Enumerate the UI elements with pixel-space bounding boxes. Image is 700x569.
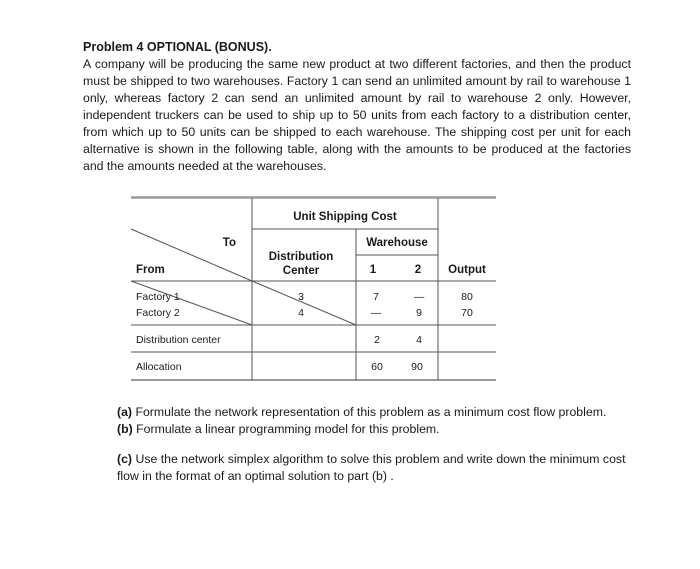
to-label: To (222, 237, 236, 249)
problem-statement: A company will be producing the same new product at two different factories, and then the product must be shipped to two warehouses. Factory 1 can send an unlimited amount by rail to warehouse 1 only, whereas factory 2 can send an unlimited amount by rail to warehouse 2 only. However, independent truckers can be used to ship up to 50 units from each factory to a distribution center, from which up to 50 units can be shipped to each warehouse. The shipping cost per unit for each alternative is shown in the following table, along with the amounts to be produced at the factories and the amounts needed at the warehouses. (83, 57, 631, 173)
from-label: From (136, 264, 165, 276)
factory-1-label: Factory 1 (136, 291, 180, 303)
output-header: Output (448, 264, 486, 276)
factory-2-dist-cost: 4 (298, 307, 304, 319)
distribution-center-w1-cost: 2 (374, 334, 380, 346)
distribution-center-header-1: Distribution (268, 251, 334, 263)
allocation-w1: 60 (371, 361, 383, 373)
factory-1-dist-cost: 3 (298, 291, 304, 303)
dist-diagonal (252, 281, 356, 325)
part-b-label: (b) (117, 422, 133, 436)
allocation-label: Allocation (136, 361, 182, 373)
part-c (117, 451, 637, 485)
factory-1-output: 80 (461, 291, 473, 303)
problem-title: Problem 4 OPTIONAL (BONUS). (83, 40, 272, 54)
part-b (117, 421, 637, 438)
warehouse-header: Warehouse (366, 237, 428, 249)
allocation-w2: 90 (411, 361, 423, 373)
factory-2-w2-cost: 9 (416, 307, 422, 319)
factory-1-w2-cost: — (413, 291, 425, 303)
factory-2-label: Factory 2 (136, 307, 180, 319)
distribution-center-label: Distribution center (136, 334, 221, 346)
part-a-label: (a) (117, 405, 133, 419)
question-parts (117, 404, 637, 485)
warehouse-1-header: 1 (369, 264, 377, 276)
part-a (117, 404, 637, 421)
distribution-center-w2-cost: 4 (416, 334, 422, 346)
part-b-text: Formulate a linear programming model for this problem. (136, 422, 440, 436)
factory-2-output: 70 (461, 307, 473, 319)
distribution-center-header-2: Center (282, 265, 320, 277)
part-c-label: (c) (117, 452, 133, 466)
warehouse-2-header: 2 (414, 264, 422, 276)
factory-1-w1-cost: 7 (373, 291, 379, 303)
part-c-text: Use the network simplex algorithm to solve this problem and write down the minimum cost flow in the format of an optimal solution to part (b) . (117, 452, 626, 483)
unit-shipping-cost-header: Unit Shipping Cost (293, 211, 397, 223)
part-a-text: Formulate the network representation of this problem as a minimum cost flow problem. (135, 405, 607, 419)
factory-2-w1-cost: — (370, 307, 382, 319)
